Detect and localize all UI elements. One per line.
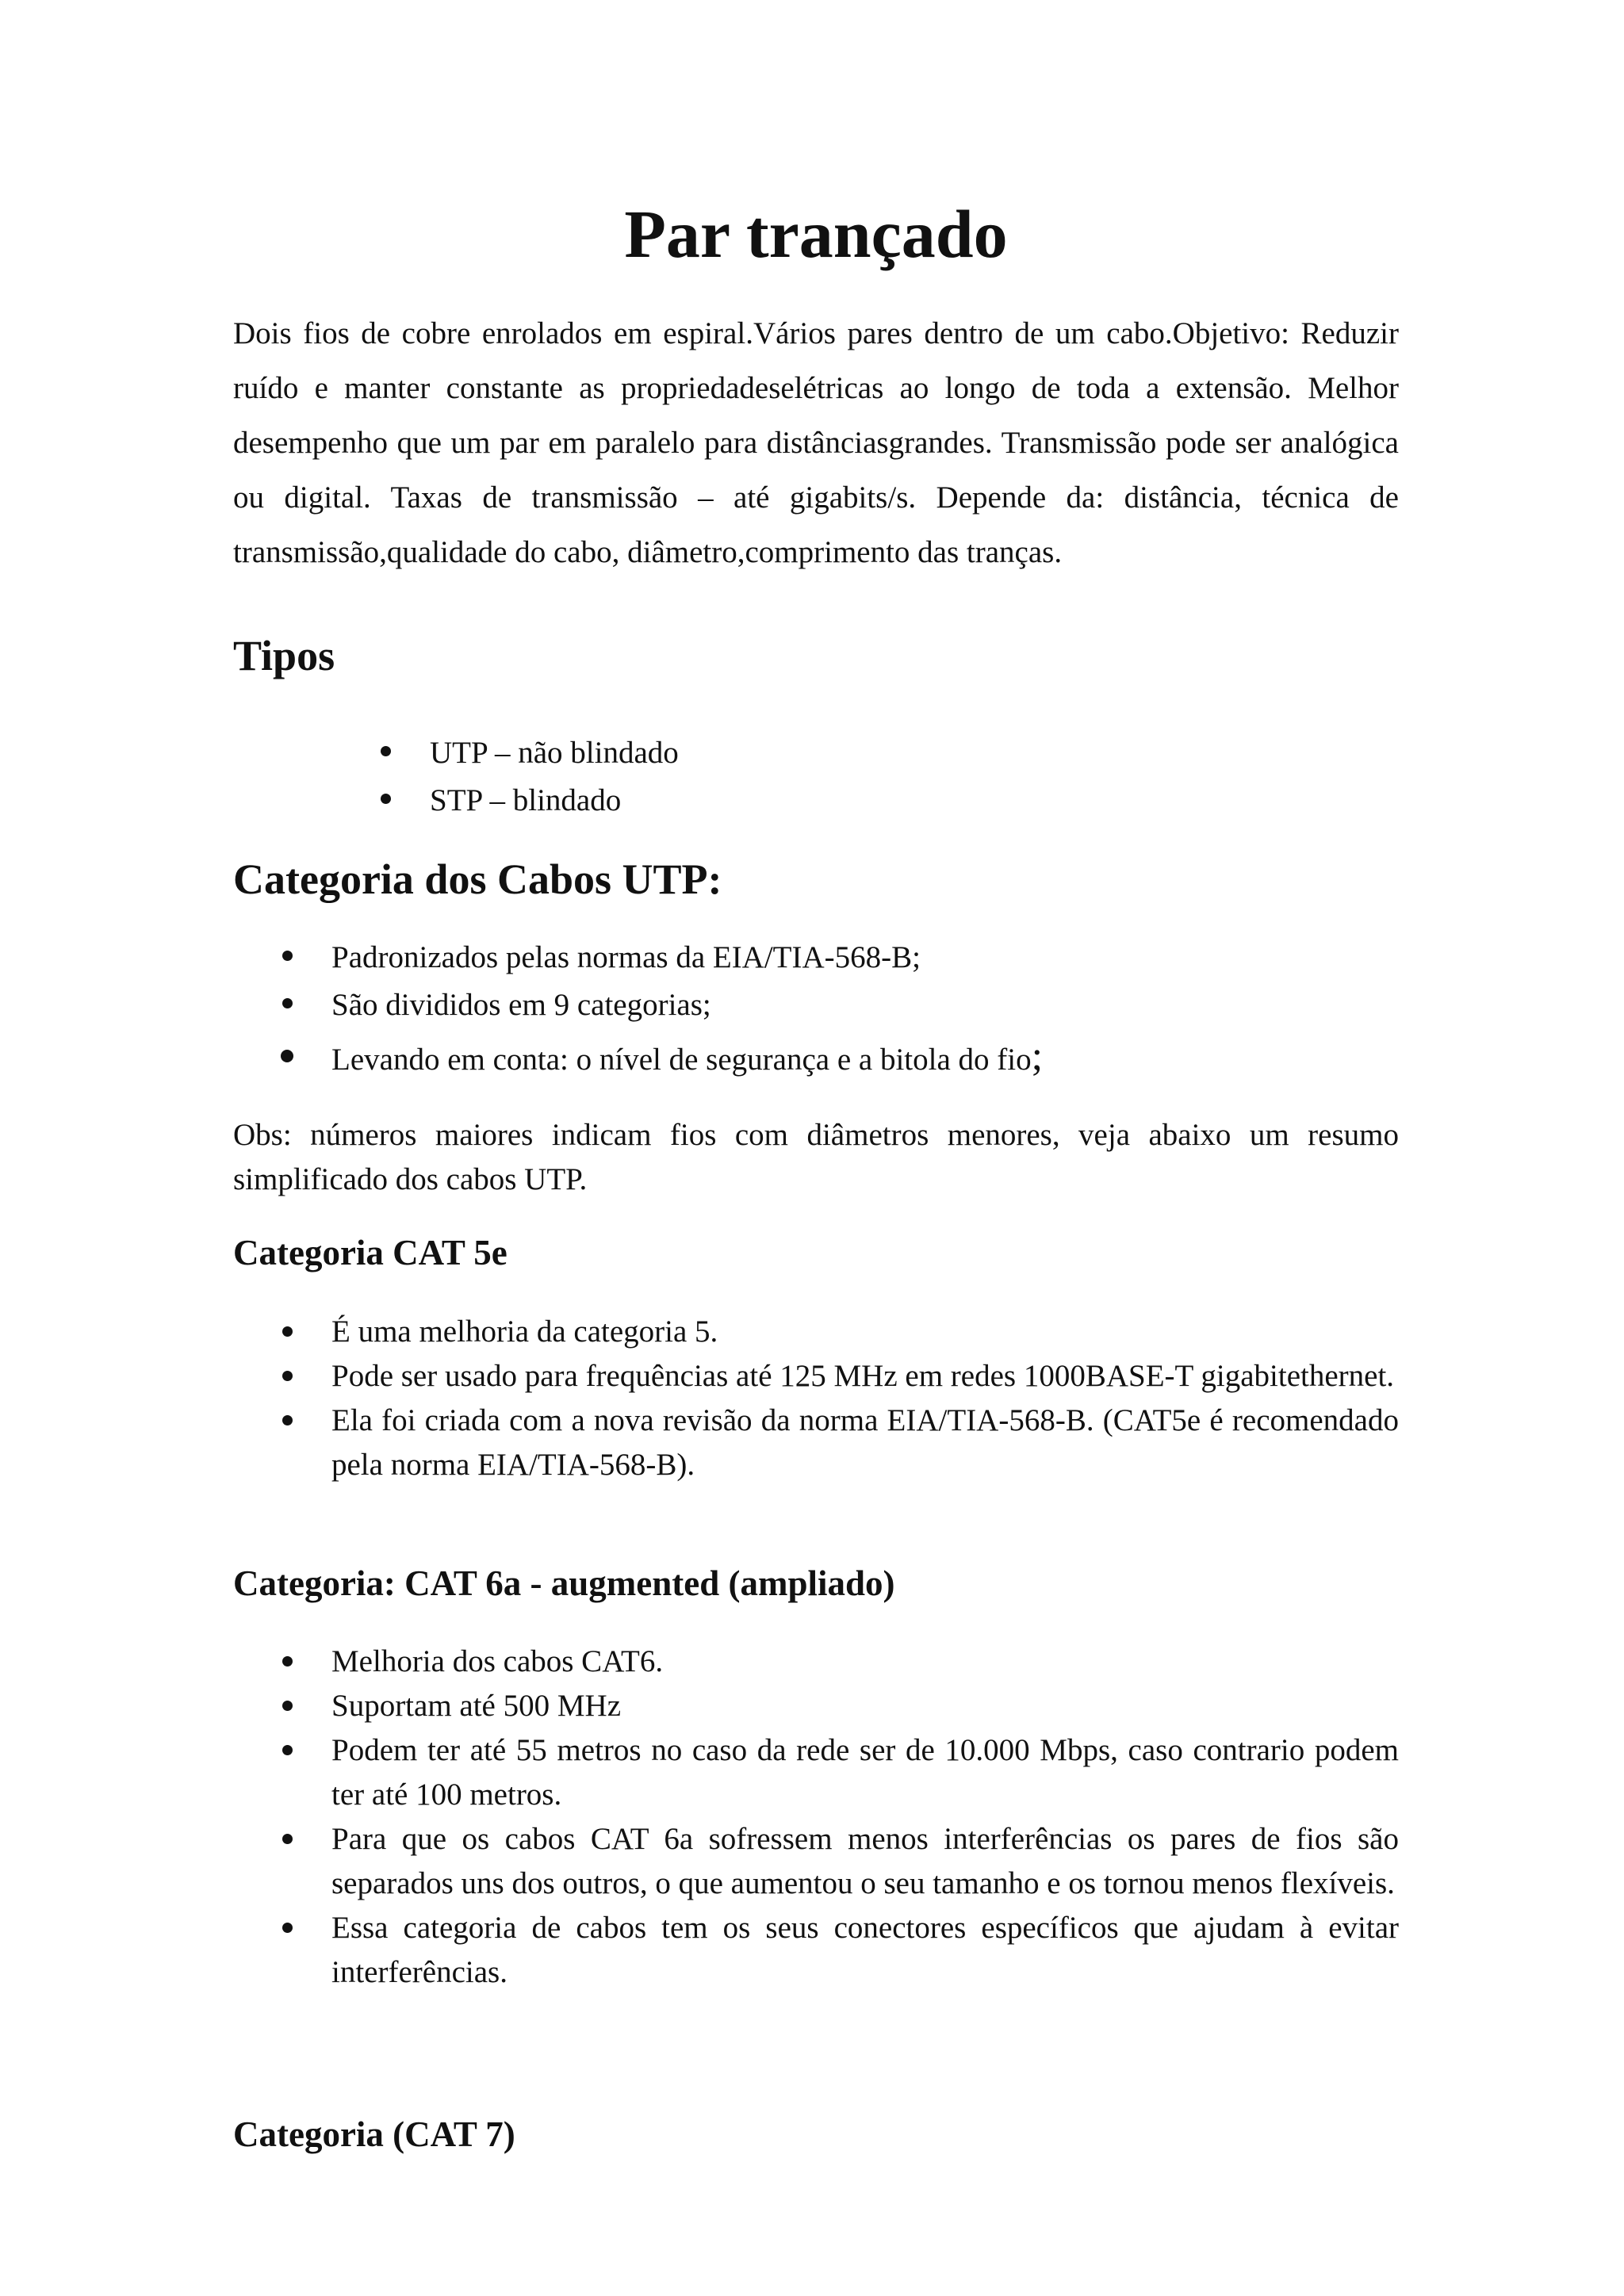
categoria-utp-list [233, 934, 1399, 1088]
heading-cat5e: Categoria CAT 5e [233, 1233, 508, 1272]
bullet-icon [282, 1371, 293, 1381]
bullet-icon [282, 1745, 293, 1755]
list-item: Pode ser usado para frequências até 125 MHz em redes 1000BASE-T gigabitethernet. [233, 1354, 1399, 1399]
tipos-list [331, 729, 1399, 825]
bullet-icon [281, 1050, 293, 1062]
bullet-icon [381, 746, 391, 756]
bullet-icon [282, 1656, 293, 1667]
list-item: Para que os cabos CAT 6a sofressem menos interferências os pares de fios são separados uns dos outros, o que aumentou o seu tamanho e os tornou menos flexíveis. [233, 1817, 1399, 1906]
intro-paragraph: Dois fios de cobre enrolados em espiral.Vários pares dentro de um cabo.Objetivo: Reduzir ruído e manter constante as propriedadeselétricas ao longo de toda a extensão. Melhor desempenho que um par em paralelo para distânciasgrandes. Transmissão pode ser analógica ou digital. Taxas de transmissão – até gigabits/s. Depende da: distância, técnica de transmissão,qualidade do cabo, diâmetro,comprimento das tranças. [233, 316, 1399, 569]
heading-cat6a: Categoria: CAT 6a - augmented (ampliado) [233, 1563, 895, 1603]
heading-tipos: Tipos [233, 632, 335, 679]
list-item: São divididos em 9 categorias; [233, 982, 1399, 1029]
list-item: Suportam até 500 MHz [233, 1684, 1399, 1728]
page-title: Par trançado [624, 196, 1008, 272]
list-item: É uma melhoria da categoria 5. [233, 1310, 1399, 1354]
list-item: Padronizados pelas normas da EIA/TIA-568-B; [233, 934, 1399, 982]
cat5e-list [233, 1310, 1399, 1487]
list-item: Levando em conta: o nível de segurança e a bitola do fio; [233, 1029, 1399, 1088]
heading-categoria-utp: Categoria dos Cabos UTP: [233, 855, 722, 903]
heading-cat7: Categoria (CAT 7) [233, 2114, 515, 2154]
list-item: Podem ter até 55 metros no caso da rede ser de 10.000 Mbps, caso contrario podem ter até 100 metros. [233, 1728, 1399, 1817]
bullet-icon [282, 998, 293, 1008]
bullet-icon [282, 1701, 293, 1711]
bullet-icon [282, 1923, 293, 1933]
bullet-icon [381, 794, 391, 804]
bullet-icon [282, 1415, 293, 1425]
list-item: UTP – não blindado [331, 729, 1399, 777]
cat6a-list [233, 1640, 1399, 1995]
obs-paragraph: Obs: números maiores indicam fios com diâmetros menores, veja abaixo um resumo simplificado dos cabos UTP. [233, 1118, 1399, 1196]
list-item: Ela foi criada com a nova revisão da norma EIA/TIA-568-B. (CAT5e é recomendado pela norma EIA/TIA-568-B). [233, 1399, 1399, 1487]
list-item: STP – blindado [331, 777, 1399, 825]
bullet-icon [282, 1834, 293, 1844]
bullet-icon [282, 1326, 293, 1337]
list-item: Melhoria dos cabos CAT6. [233, 1640, 1399, 1684]
list-item: Essa categoria de cabos tem os seus conectores específicos que ajudam à evitar interferências. [233, 1906, 1399, 1995]
bullet-icon [282, 951, 293, 961]
